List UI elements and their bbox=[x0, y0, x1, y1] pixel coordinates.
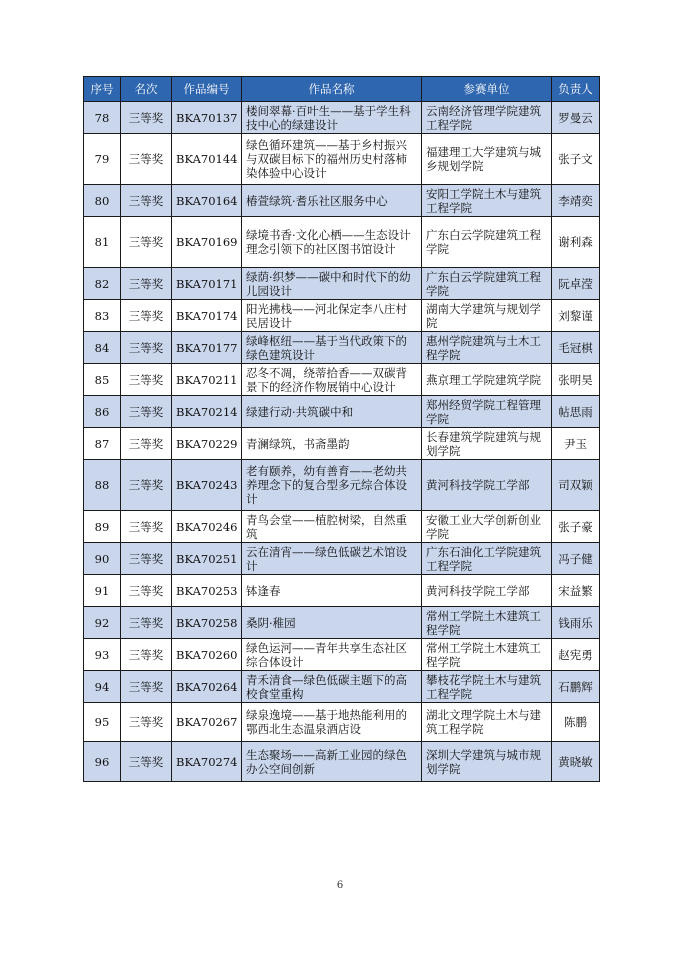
table-row bbox=[84, 428, 600, 460]
cell-unit: 常州工学院土木建筑工程学院 bbox=[422, 639, 552, 671]
cell-rank: 三等奖 bbox=[121, 268, 172, 300]
cell-rank: 三等奖 bbox=[121, 396, 172, 428]
table-row bbox=[84, 460, 600, 511]
cell-no: 82 bbox=[84, 268, 121, 300]
table-row bbox=[84, 703, 600, 742]
cell-code: BKA70264 bbox=[172, 671, 242, 703]
cell-leader: 宋益繁 bbox=[552, 575, 600, 607]
cell-no: 78 bbox=[84, 102, 121, 134]
cell-title: 青澜绿筑，书斋墨韵 bbox=[242, 428, 422, 460]
cell-leader: 张子豪 bbox=[552, 511, 600, 543]
cell-leader: 刘黎谨 bbox=[552, 300, 600, 332]
cell-rank: 三等奖 bbox=[121, 671, 172, 703]
table-row bbox=[84, 607, 600, 639]
cell-unit: 攀枝花学院土木与建筑工程学院 bbox=[422, 671, 552, 703]
cell-title: 青禾清食—绿色低碳主题下的高校食堂重构 bbox=[242, 671, 422, 703]
cell-leader: 赵宪勇 bbox=[552, 639, 600, 671]
table-row bbox=[84, 639, 600, 671]
cell-no: 86 bbox=[84, 396, 121, 428]
header-leader: 负责人 bbox=[552, 77, 600, 102]
cell-unit: 广东石油化工学院建筑工程学院 bbox=[422, 543, 552, 575]
cell-title: 绿色循环建筑——基于乡村振兴与双碳目标下的福州历史村落柿染体验中心设计 bbox=[242, 134, 422, 185]
cell-title: 老有颐养，幼有善育——老幼共养理念下的复合型多元综合体设计 bbox=[242, 460, 422, 511]
cell-unit: 黄河科技学院工学部 bbox=[422, 460, 552, 511]
cell-code: BKA70258 bbox=[172, 607, 242, 639]
cell-code: BKA70177 bbox=[172, 332, 242, 364]
cell-no: 88 bbox=[84, 460, 121, 511]
cell-code: BKA70174 bbox=[172, 300, 242, 332]
table-row bbox=[84, 575, 600, 607]
cell-leader: 张明昊 bbox=[552, 364, 600, 396]
cell-unit: 惠州学院建筑与土木工程学院 bbox=[422, 332, 552, 364]
cell-rank: 三等奖 bbox=[121, 639, 172, 671]
cell-rank: 三等奖 bbox=[121, 460, 172, 511]
cell-unit: 燕京理工学院建筑学院 bbox=[422, 364, 552, 396]
cell-leader: 钱雨乐 bbox=[552, 607, 600, 639]
cell-title: 绿色运河——青年共享生态社区综合体设计 bbox=[242, 639, 422, 671]
cell-no: 89 bbox=[84, 511, 121, 543]
table-row bbox=[84, 268, 600, 300]
cell-leader: 黄晓敏 bbox=[552, 742, 600, 782]
header-row bbox=[84, 77, 600, 102]
cell-no: 95 bbox=[84, 703, 121, 742]
header-code: 作品编号 bbox=[172, 77, 242, 102]
header-no: 序号 bbox=[84, 77, 121, 102]
table-row bbox=[84, 396, 600, 428]
cell-code: BKA70169 bbox=[172, 217, 242, 268]
cell-title: 生态聚场——高新工业园的绿色办公空间创新 bbox=[242, 742, 422, 782]
cell-leader: 罗曼云 bbox=[552, 102, 600, 134]
cell-title: 绿泉逸境——基于地热能利用的鄂西北生态温泉酒店设 bbox=[242, 703, 422, 742]
table-row bbox=[84, 742, 600, 782]
table-row bbox=[84, 671, 600, 703]
cell-code: BKA70229 bbox=[172, 428, 242, 460]
cell-code: BKA70211 bbox=[172, 364, 242, 396]
cell-leader: 谢利森 bbox=[552, 217, 600, 268]
cell-leader: 帖思雨 bbox=[552, 396, 600, 428]
table-row bbox=[84, 134, 600, 185]
cell-leader: 李靖奕 bbox=[552, 185, 600, 217]
cell-leader: 张子文 bbox=[552, 134, 600, 185]
cell-no: 91 bbox=[84, 575, 121, 607]
table-row bbox=[84, 300, 600, 332]
table-body bbox=[84, 102, 600, 782]
cell-title: 绿境书香·文化心栖——生态设计理念引领下的社区图书馆设计 bbox=[242, 217, 422, 268]
cell-rank: 三等奖 bbox=[121, 185, 172, 217]
cell-unit: 广东白云学院建筑工程学院 bbox=[422, 268, 552, 300]
cell-no: 92 bbox=[84, 607, 121, 639]
cell-rank: 三等奖 bbox=[121, 332, 172, 364]
cell-rank: 三等奖 bbox=[121, 300, 172, 332]
cell-title: 椿萱绿筑·耆乐社区服务中心 bbox=[242, 185, 422, 217]
cell-unit: 云南经济管理学院建筑工程学院 bbox=[422, 102, 552, 134]
cell-no: 80 bbox=[84, 185, 121, 217]
cell-leader: 司双颖 bbox=[552, 460, 600, 511]
cell-rank: 三等奖 bbox=[121, 134, 172, 185]
awards-table bbox=[83, 76, 600, 782]
cell-title: 绿建行动·共筑碳中和 bbox=[242, 396, 422, 428]
table-header bbox=[84, 77, 600, 102]
cell-no: 87 bbox=[84, 428, 121, 460]
cell-no: 79 bbox=[84, 134, 121, 185]
cell-code: BKA70243 bbox=[172, 460, 242, 511]
cell-rank: 三等奖 bbox=[121, 217, 172, 268]
cell-no: 90 bbox=[84, 543, 121, 575]
cell-no: 81 bbox=[84, 217, 121, 268]
cell-code: BKA70274 bbox=[172, 742, 242, 782]
cell-code: BKA70144 bbox=[172, 134, 242, 185]
cell-title: 楼间翠幕·百叶生——基于学生科技中心的绿建设计 bbox=[242, 102, 422, 134]
cell-leader: 石鹏辉 bbox=[552, 671, 600, 703]
cell-title: 钵逢春 bbox=[242, 575, 422, 607]
cell-unit: 安阳工学院土木与建筑工程学院 bbox=[422, 185, 552, 217]
cell-rank: 三等奖 bbox=[121, 607, 172, 639]
cell-unit: 广东白云学院建筑工程学院 bbox=[422, 217, 552, 268]
table-row bbox=[84, 332, 600, 364]
cell-rank: 三等奖 bbox=[121, 511, 172, 543]
cell-code: BKA70251 bbox=[172, 543, 242, 575]
cell-rank: 三等奖 bbox=[121, 364, 172, 396]
cell-unit: 黄河科技学院工学部 bbox=[422, 575, 552, 607]
cell-code: BKA70246 bbox=[172, 511, 242, 543]
cell-leader: 冯子健 bbox=[552, 543, 600, 575]
cell-title: 桑阴·稚园 bbox=[242, 607, 422, 639]
table-row bbox=[84, 511, 600, 543]
cell-code: BKA70164 bbox=[172, 185, 242, 217]
cell-code: BKA70137 bbox=[172, 102, 242, 134]
cell-code: BKA70171 bbox=[172, 268, 242, 300]
cell-title: 绿峰枢纽——基于当代政策下的绿色建筑设计 bbox=[242, 332, 422, 364]
cell-rank: 三等奖 bbox=[121, 543, 172, 575]
cell-title: 绿荫·织梦——碳中和时代下的幼儿园设计 bbox=[242, 268, 422, 300]
header-title: 作品名称 bbox=[242, 77, 422, 102]
cell-unit: 湖北文理学院土木与建筑工程学院 bbox=[422, 703, 552, 742]
table-row bbox=[84, 364, 600, 396]
cell-code: BKA70253 bbox=[172, 575, 242, 607]
cell-rank: 三等奖 bbox=[121, 742, 172, 782]
table-row bbox=[84, 543, 600, 575]
cell-unit: 深圳大学建筑与城市规划学院 bbox=[422, 742, 552, 782]
cell-leader: 陈鹏 bbox=[552, 703, 600, 742]
header-rank: 名次 bbox=[121, 77, 172, 102]
cell-rank: 三等奖 bbox=[121, 575, 172, 607]
cell-code: BKA70214 bbox=[172, 396, 242, 428]
cell-title: 忍冬不凋，绕蒂拾香——双碳背景下的经济作物展销中心设计 bbox=[242, 364, 422, 396]
cell-rank: 三等奖 bbox=[121, 428, 172, 460]
header-unit: 参赛单位 bbox=[422, 77, 552, 102]
cell-unit: 福建理工大学建筑与城乡规划学院 bbox=[422, 134, 552, 185]
cell-code: BKA70260 bbox=[172, 639, 242, 671]
cell-rank: 三等奖 bbox=[121, 703, 172, 742]
cell-unit: 湖南大学建筑与规划学院 bbox=[422, 300, 552, 332]
cell-title: 阳光拂栈——河北保定李八庄村民居设计 bbox=[242, 300, 422, 332]
cell-rank: 三等奖 bbox=[121, 102, 172, 134]
cell-unit: 安徽工业大学创新创业学院 bbox=[422, 511, 552, 543]
cell-leader: 尹玉 bbox=[552, 428, 600, 460]
cell-unit: 郑州经贸学院工程管理学院 bbox=[422, 396, 552, 428]
cell-title: 青鸟会堂——植腔树梁，自然重筑 bbox=[242, 511, 422, 543]
table-row bbox=[84, 185, 600, 217]
cell-no: 96 bbox=[84, 742, 121, 782]
cell-title: 云在清宵——绿色低碳艺术馆设计 bbox=[242, 543, 422, 575]
cell-no: 84 bbox=[84, 332, 121, 364]
table-row bbox=[84, 102, 600, 134]
cell-no: 83 bbox=[84, 300, 121, 332]
table-row bbox=[84, 217, 600, 268]
cell-code: BKA70267 bbox=[172, 703, 242, 742]
cell-leader: 毛冠棋 bbox=[552, 332, 600, 364]
cell-unit: 常州工学院土木建筑工程学院 bbox=[422, 607, 552, 639]
cell-leader: 阮卓滢 bbox=[552, 268, 600, 300]
page-number: 6 bbox=[336, 880, 344, 891]
cell-unit: 长春建筑学院建筑与规划学院 bbox=[422, 428, 552, 460]
cell-no: 85 bbox=[84, 364, 121, 396]
cell-no: 93 bbox=[84, 639, 121, 671]
cell-no: 94 bbox=[84, 671, 121, 703]
